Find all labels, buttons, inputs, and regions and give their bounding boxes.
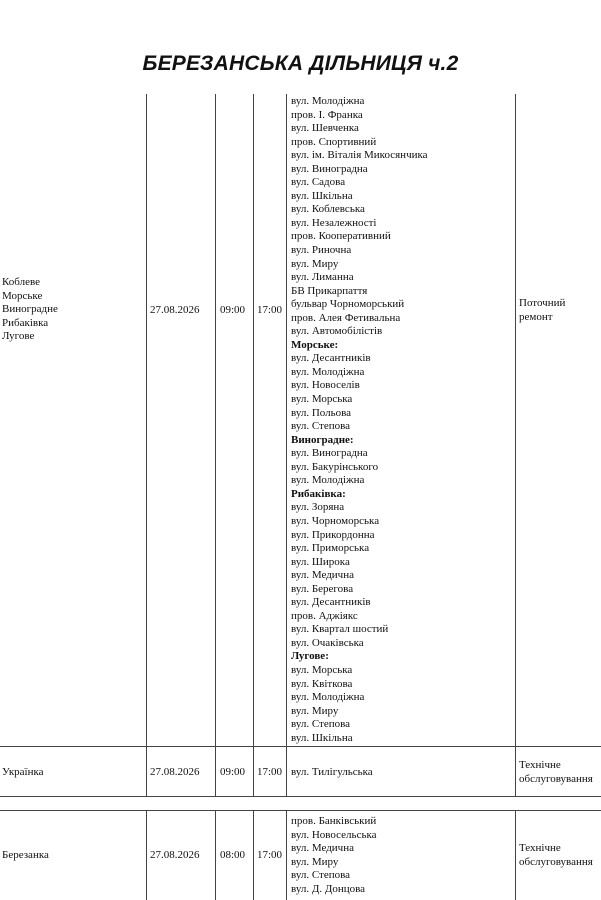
- streets-cell: [291, 95, 428, 745]
- time-to-cell: 17:00: [257, 849, 283, 861]
- streets-cell: [291, 815, 377, 896]
- street-item: вул. Лиманна: [291, 271, 354, 284]
- street-item: вул. Берегова: [291, 582, 354, 595]
- street-item: вул. Квартал шостий: [291, 623, 389, 636]
- street-item: вул. Степова: [291, 718, 351, 731]
- page-title: БЕРЕЗАНСЬКА ДІЛЬНИЦЯ ч.2: [142, 52, 459, 75]
- street-item: вул. Морська: [291, 393, 353, 406]
- settlement-name: Рибаківка: [2, 316, 49, 329]
- street-item: вул. Миру: [291, 257, 339, 270]
- street-item: вул. Прикордонна: [291, 528, 375, 541]
- street-item: вул. Тилігульська: [291, 766, 373, 778]
- street-item: пров. Аджіякс: [291, 609, 358, 622]
- settlement-name: Морське: [2, 289, 43, 302]
- street-item: вул. Морська: [291, 663, 353, 676]
- street-item: вул. Десантників: [291, 596, 371, 609]
- date-cell: 27.08.2026: [150, 849, 200, 861]
- settlement-heading: Лугове:: [291, 650, 329, 663]
- street-item: пров. Алея Фетивальна: [291, 311, 401, 324]
- settlement-name: Лугове: [2, 330, 35, 342]
- street-item: вул. Зоряна: [291, 501, 345, 514]
- street-item: вул. Д. Донцова: [291, 882, 366, 895]
- street-item: вул. Степова: [291, 420, 351, 433]
- street-item: пров. Банківський: [291, 815, 377, 827]
- street-item: вул. Степова: [291, 869, 351, 882]
- table-row: [0, 94, 601, 747]
- street-item: вул. Садова: [291, 176, 346, 189]
- street-item: вул. Коблевська: [291, 203, 365, 216]
- settlement-heading: Морське:: [291, 338, 339, 351]
- street-item: вул. Шевченка: [291, 122, 359, 135]
- street-item: пров. І. Франка: [291, 108, 363, 121]
- streets-cell: [291, 766, 373, 780]
- street-item: вул. Автомобілістів: [291, 325, 383, 338]
- date-cell: 27.08.2026: [150, 766, 200, 778]
- street-item: вул. Виноградна: [291, 162, 368, 175]
- time-from-cell: 09:00: [220, 766, 246, 778]
- settlement-name: Березанка: [2, 849, 49, 861]
- street-item: бульвар Чорноморський: [291, 298, 405, 311]
- settlements-cell: [2, 276, 58, 344]
- street-item: вул. Виноградна: [291, 447, 368, 460]
- time-to-cell: 17:00: [257, 766, 283, 778]
- street-item: вул. Шкільна: [291, 189, 353, 202]
- settlement-heading: Виноградне:: [291, 433, 354, 446]
- settlement-name: Українка: [2, 766, 44, 778]
- street-item: вул. Риночна: [291, 244, 352, 257]
- settlement-name: Коблеве: [2, 276, 40, 288]
- street-item: вул. Молодіжна: [291, 365, 365, 378]
- street-item: вул. Миру: [291, 855, 339, 868]
- work-type-cell: Технічне обслуговування: [519, 759, 593, 785]
- street-item: вул. Квіткова: [291, 677, 353, 690]
- street-item: вул. Широка: [291, 555, 350, 568]
- street-item: пров. Спортивний: [291, 135, 377, 148]
- work-type-cell: Поточний ремонт: [519, 297, 566, 323]
- street-item: вул. Молодіжна: [291, 95, 365, 107]
- street-item: вул. Миру: [291, 704, 339, 717]
- street-item: вул. Молодіжна: [291, 691, 365, 704]
- time-from-cell: 09:00: [220, 304, 246, 316]
- table-row: [0, 747, 601, 797]
- street-item: вул. Медична: [291, 569, 354, 582]
- street-item: вул. Бакурінського: [291, 460, 379, 473]
- street-item: вул. Польова: [291, 406, 352, 419]
- street-item: вул. Десантників: [291, 352, 371, 365]
- street-item: вул. Медична: [291, 842, 354, 855]
- table-row: [0, 810, 601, 900]
- street-item: вул. Незалежності: [291, 216, 377, 229]
- time-to-cell: 17:00: [257, 304, 283, 316]
- work-type-cell: Технічне обслуговування: [519, 842, 593, 868]
- time-from-cell: 08:00: [220, 849, 246, 861]
- street-item: вул. Шкільна: [291, 731, 353, 744]
- street-item: вул. Чорноморська: [291, 514, 380, 527]
- settlement-heading: Рибаківка:: [291, 487, 346, 500]
- street-item: вул. Очаківська: [291, 636, 364, 649]
- street-item: БВ Прикарпаття: [291, 284, 368, 297]
- street-item: вул. ім. Віталія Микосянчика: [291, 149, 428, 162]
- settlement-name: Виноградне: [2, 303, 58, 315]
- street-item: вул. Молодіжна: [291, 474, 365, 487]
- street-item: вул. Приморська: [291, 542, 370, 555]
- date-cell: 27.08.2026: [150, 304, 200, 316]
- street-item: вул. Новосельська: [291, 828, 377, 841]
- street-item: пров. Кооперативний: [291, 230, 391, 243]
- street-item: вул. Новоселів: [291, 379, 360, 392]
